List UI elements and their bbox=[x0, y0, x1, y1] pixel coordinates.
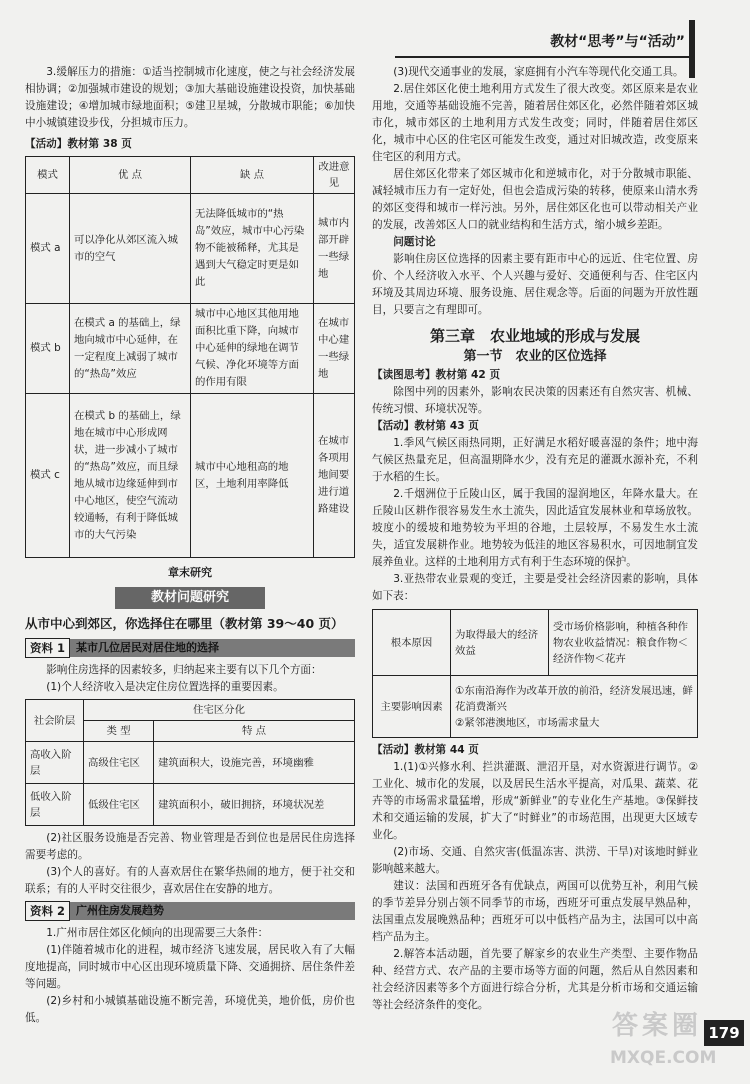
guangzhou-paragraph: (1)伴随着城市化的进程，城市经济飞速发展，居民收入有了大幅度地提高，同时城市中心区出现环境质量下降、交通拥挤、居住条件差等问题。 bbox=[25, 944, 355, 990]
table-row bbox=[373, 676, 698, 738]
table-row bbox=[373, 610, 698, 676]
table-cell: 模式 b bbox=[26, 304, 70, 394]
table-row bbox=[26, 742, 355, 784]
reading-42-label: 【读图思考】教材第 42 页 bbox=[372, 369, 501, 381]
body-paragraph: 2.居住郊区化使土地利用方式发生了很大改变。郊区原来是农业用地，交通等基础设施不完善，随着居住郊区化，必然伴随着郊区城市化，城市郊区的土地利用方式发生改变；同时，伴随着居住郊区化，城市中心区的住宅区可能发生改变，通过对旧城改造，改变原来住宅区的利用方式。 bbox=[372, 83, 698, 163]
table-cell: 城市内部开辟一些绿地 bbox=[314, 194, 355, 304]
activity-38-label: 【活动】教材第 38 页 bbox=[25, 138, 132, 150]
residential-class-table bbox=[25, 699, 355, 826]
factors-paragraph: 影响住房选择的因素较多，归纳起来主要有以下几个方面： bbox=[46, 664, 322, 676]
table-cell: 受市场价格影响，种植各种作物农业收益情况：粮食作物＜经济作物＜花卉 bbox=[549, 610, 698, 676]
table-cell: 根本原因 bbox=[373, 610, 451, 676]
material-2-key: 资料 2 bbox=[25, 901, 70, 921]
service-paragraph: (2)社区服务设施是否完善、物业管理是否到位也是居民住房选择需要考虑的。 bbox=[25, 832, 355, 861]
stress-relief-paragraph: 3.缓解压力的措施：①适当控制城市化速度，使之与社会经济发展相协调；②加强城市建设的规划；③加大基础设施建设投资，加快基础设施建设；④增加城市绿地面积；⑤建卫星城，分散城市职能；⑥加快中小城镇建设步伐，分担城市压力。 bbox=[25, 66, 355, 129]
table-cell: 在城市中心建一些绿地 bbox=[314, 304, 355, 394]
body-paragraph: 影响住房区位选择的因素主要有距市中心的远近、住宅位置、房价、个人经济收入水平、个人兴趣与爱好、交通便利与否、住宅区内环境及其周边环境、服务设施、居住观念等。后面的问题为开放性题目，只要言之有理即可。 bbox=[372, 253, 698, 316]
section-title: 第一节 农业的区位选择 bbox=[463, 349, 607, 364]
body-paragraph: 1.(1)①兴修水利、拦洪灌溉、泄沼开垦，对水资源进行调节。②工业化、城市化的发展，以及居民生活水平提高，对瓜果、蔬菜、花卉等的市场需求量猛增，形成“新鲜业”的专业化生产基地。③保鲜技术和交通运输的发展，扩大了“时鲜业”的市场范围，出现更大区域专业化。 bbox=[372, 761, 698, 841]
table-row bbox=[26, 394, 355, 558]
body-paragraph: (3)现代交通事业的发展，家庭拥有小汽车等现代化交通工具。 bbox=[393, 66, 684, 78]
table-cell: 城市中心地区其他用地面积比重下降，向城市中心延伸的绿地在调节气候、净化环境等方面的作用有限 bbox=[191, 304, 314, 394]
table-cell: 建筑面积小，破旧拥挤，环境状况差 bbox=[154, 784, 355, 826]
table-header-cell: 特 点 bbox=[154, 721, 355, 742]
material-2-tag bbox=[25, 901, 355, 921]
discussion-heading: 问题讨论 bbox=[393, 236, 436, 248]
left-column bbox=[25, 64, 355, 1027]
hobby-paragraph: (3)个人的喜好。有的人喜欢居住在繁华热闹的地方，便于社交和联系；有的人平时交往很少，喜欢居住在安静的地方。 bbox=[25, 866, 355, 895]
body-paragraph: (2)市场、交通、自然灾害(低温冻害、洪涝、干旱)对该地时鲜业影响越来越大。 bbox=[372, 846, 698, 875]
income-paragraph: (1)个人经济收入是决定住房位置选择的重要因素。 bbox=[46, 681, 284, 693]
table-cell: 在模式 a 的基础上，绿地向城市中心延伸，在一定程度上减弱了城市的“热岛”效应 bbox=[70, 304, 191, 394]
guangzhou-paragraph: 1.广州市居住郊区化倾向的出现需要三大条件： bbox=[46, 927, 269, 939]
table-cell: 高收入阶层 bbox=[26, 742, 84, 784]
watermark-url: MXQE.COM bbox=[610, 1048, 717, 1068]
body-paragraph: 2.解答本活动题，首先要了解家乡的农业生产类型、主要作物品种、经营方式、农产品的主要市场等方面的问题，然后从自然因素和社会经济因素等多个方面进行综合分析，尤其是分析市场和交通运输等社会经济条件的变化。 bbox=[372, 948, 698, 1011]
table-cell: 为取得最大的经济效益 bbox=[451, 610, 549, 676]
table-cell: 模式 c bbox=[26, 394, 70, 558]
table-cell: 模式 a bbox=[26, 194, 70, 304]
watermark-logo: 答案圈 bbox=[612, 1011, 703, 1041]
guangzhou-paragraph: (2)乡村和小城镇基础设施不断完善，环境优美，地价低，房价也低。 bbox=[25, 995, 355, 1024]
textbook-question-banner: 教材问题研究 bbox=[115, 587, 265, 609]
right-column bbox=[372, 64, 698, 1014]
body-paragraph: 2.千烟洲位于丘陵山区，属于我国的湿润地区，年降水量大。在丘陵山区耕作很容易发生水土流失，因此适宜发展林业和草场放牧。坡度小的缓坡和地势较为平坦的谷地，土层较厚，不易发生水土流失，适宜发展耕作业。地势较为低洼的地区容易积水，可因地制宜发展养鱼业。这样的土地利用方式有利于生态环境的保护。 bbox=[372, 488, 698, 568]
body-paragraph: 1.季风气候区雨热同期，正好满足水稻好暖喜湿的条件；地中海气候区热量充足，但高温期降水少，没有充足的灌溉水源补充，不利于水稻的生长。 bbox=[372, 437, 698, 483]
material-2-title: 广州住房发展趋势 bbox=[70, 902, 355, 920]
table-header-cell: 模式 bbox=[26, 157, 70, 194]
activity-43-label: 【活动】教材第 43 页 bbox=[372, 420, 479, 432]
header-title: 教材“思考”与“活动” bbox=[550, 34, 685, 50]
table-cell: 无法降低城市的“热岛”效应，城市中心污染物不能被稀释，尤其是遇到大气稳定时更是如此 bbox=[191, 194, 314, 304]
header-rule bbox=[395, 56, 695, 58]
chapter-title: 第三章 农业地域的形成与发展 bbox=[429, 327, 640, 345]
table-header-cell: 缺 点 bbox=[191, 157, 314, 194]
table-row bbox=[26, 194, 355, 304]
table-cell: 低级住宅区 bbox=[84, 784, 154, 826]
material-1-title: 某市几位居民对居住地的选择 bbox=[70, 639, 355, 657]
body-paragraph: 除图中列的因素外，影响农民决策的因素还有自然灾害、机械、传统习惯、环境状况等。 bbox=[372, 386, 698, 415]
chapter-research-heading: 章末研究 bbox=[168, 566, 212, 579]
table-header-row bbox=[26, 157, 355, 194]
agri-factor-table bbox=[372, 609, 698, 738]
table-cell: 城市中心地租高的地区，土地利用率降低 bbox=[191, 394, 314, 558]
table-cell: 可以净化从郊区流入城市的空气 bbox=[70, 194, 191, 304]
table-row bbox=[26, 304, 355, 394]
residence-question-heading: 从市中心到郊区，你选择住在哪里（教材第 39～40 页） bbox=[25, 616, 344, 631]
table-header-row bbox=[26, 700, 355, 721]
body-paragraph: 建议：法国和西班牙各有优缺点，两国可以优势互补，利用气候的季节差异分别占领不同季节的市场，西班牙可重点发展早熟品种，法国重点发展晚熟品种；西班牙可以中低档产品为主，法国可以中高档产品为主。 bbox=[372, 880, 698, 943]
material-1-key: 资料 1 bbox=[25, 638, 70, 658]
table-header-cell: 类 型 bbox=[84, 721, 154, 742]
green-mode-table bbox=[25, 156, 355, 558]
table-cell: 在城市各项用地间要进行道路建设 bbox=[314, 394, 355, 558]
table-header-cell: 优 点 bbox=[70, 157, 191, 194]
table-header-cell: 社会阶层 bbox=[26, 700, 84, 742]
table-cell: 在模式 b 的基础上，绿地在城市中心形成网状，进一步减小了城市的“热岛”效应，而且绿地从城市边缘延伸到市中心地区，使空气流动较通畅，有利于降低城市的大气污染 bbox=[70, 394, 191, 558]
table-cell: 高级住宅区 bbox=[84, 742, 154, 784]
activity-44-label: 【活动】教材第 44 页 bbox=[372, 744, 479, 756]
table-header-cell: 改进意见 bbox=[314, 157, 355, 194]
page-header bbox=[395, 20, 695, 60]
page-number: 179 bbox=[704, 1020, 744, 1046]
table-cell: ①东南沿海作为改革开放的前沿，经济发展迅速，鲜花消费渐兴 ②紧邻港澳地区，市场需求量大 bbox=[451, 676, 698, 738]
table-cell: 主要影响因素 bbox=[373, 676, 451, 738]
material-1-tag bbox=[25, 638, 355, 658]
body-paragraph: 居住郊区化带来了郊区城市化和逆城市化，对于分散城市职能、减轻城市压力有一定好处，但也会造成污染的转移，使原来山清水秀的郊区变得和城市一样污浊。另外，居住郊区化也可以带动相关产业的发展，改善郊区人口的就业结构和生活方式，缩小城乡差距。 bbox=[372, 168, 698, 231]
table-row bbox=[26, 784, 355, 826]
body-paragraph: 3.亚热带农业景观的变迁，主要是受社会经济因素的影响，具体如下表： bbox=[372, 573, 698, 602]
table-cell: 低收入阶层 bbox=[26, 784, 84, 826]
table-header-cell: 住宅区分化 bbox=[84, 700, 355, 721]
table-cell: 建筑面积大，设施完善，环境幽雅 bbox=[154, 742, 355, 784]
